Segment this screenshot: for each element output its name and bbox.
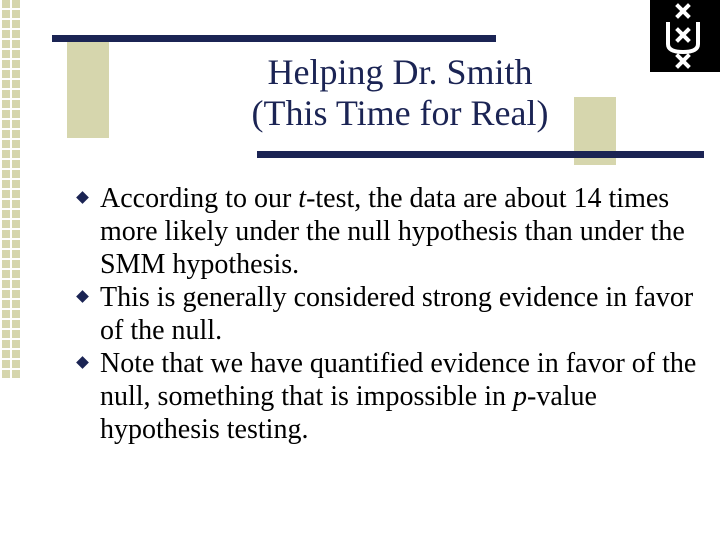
decorative-olive-block-left [67, 38, 109, 138]
title-line-2: (This Time for Real) [251, 93, 549, 133]
bullet-1-text-b: -test, the data are about 14 times more likely under the null hypothesis than under the SMM hypothesis. [100, 183, 685, 280]
bullet-3-text-b: -value hypothesis testing. [100, 381, 597, 445]
title-line-1: Helping Dr. Smith [267, 52, 533, 92]
diamond-bullet-icon [76, 290, 89, 303]
bullet-1-italic-t: t [298, 183, 307, 214]
diamond-bullet-icon [76, 191, 89, 204]
bullet-list [74, 182, 714, 446]
bullet-1-text-a: According to our [100, 183, 299, 214]
decorative-bar-bottom [257, 151, 704, 158]
slide-title [120, 52, 680, 134]
diamond-bullet-icon [76, 356, 89, 369]
bullet-3-text-a: Note that we have quantified evidence in favor of the null, something that is impossible in [100, 348, 697, 412]
bullet-item-3 [74, 347, 714, 446]
bullet-item-1 [74, 182, 714, 281]
bullet-item-2 [74, 281, 714, 347]
bullet-2-text: This is generally considered strong evidence in favor of the null. [100, 282, 694, 346]
decorative-grid-strip [0, 0, 22, 380]
bullet-3-italic-p: p [513, 381, 527, 412]
decorative-bar-top [52, 35, 496, 42]
